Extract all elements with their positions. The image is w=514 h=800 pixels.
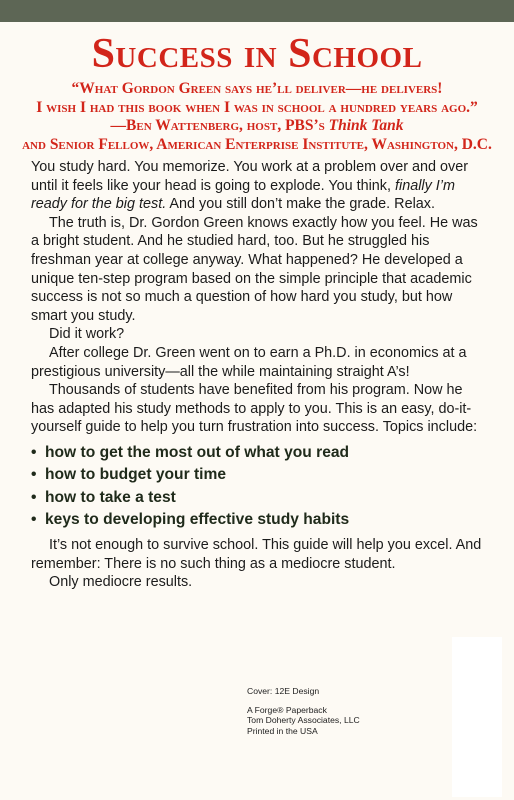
- quote-attribution: [0, 117, 514, 136]
- attribution-text: —Ben Wattenberg, host, PBS’s: [110, 117, 329, 134]
- show-name: Think Tank: [328, 117, 404, 134]
- list-item: [31, 464, 489, 487]
- topic-text: how to get the most out of what you read: [45, 443, 350, 461]
- paragraph-program: Thousands of students have benefited from his program. Now he has adapted his study methods to apply to you. This is an easy, do-it-yourself guide to help you turn frustration into success. Topics include:: [31, 382, 478, 436]
- bullet-marker: •: [31, 443, 37, 461]
- publisher-line: Tom Doherty Associates, LLC: [247, 715, 360, 726]
- paragraph-truth: The truth is, Dr. Gordon Green knows exactly how you feel. He was a bright student. And he studied hard, too. But he struggled his freshman year at college anyway. What happened? He developed a unique ten-step program based on the simple principle that academic success is not so much a question of how hard you study, but how smart you study.: [31, 214, 478, 324]
- top-color-band: [0, 0, 514, 22]
- paragraph-after-college: After college Dr. Green went on to earn a Ph.D. in economics at a prestigious university—all the while maintaining straight A’s!: [31, 344, 467, 380]
- paragraph-final: Only mediocre results.: [49, 574, 193, 591]
- back-cover-copy: [31, 158, 489, 592]
- barcode-area: [452, 637, 502, 797]
- book-title: Success in School: [91, 31, 423, 77]
- quote-affiliation: and Senior Fellow, American Enterprise Institute, Washington, D.C.: [22, 135, 492, 153]
- topics-list: [31, 442, 489, 532]
- list-item: [31, 509, 489, 532]
- topic-text: how to budget your time: [45, 466, 227, 484]
- printed-line: Printed in the USA: [247, 725, 318, 736]
- paragraph-intro: [31, 158, 489, 214]
- intro-italic: finally I’m ready for the big test.: [31, 177, 455, 213]
- intro-text: You study hard. You memorize. You work at a problem over and over until it feels like your head is going to explode. You think,: [31, 159, 469, 194]
- publisher-credits: [247, 686, 360, 736]
- paragraph-question: Did it work?: [49, 326, 125, 343]
- bullet-marker: •: [31, 511, 37, 529]
- list-item: [31, 442, 489, 465]
- bullet-marker: •: [31, 488, 37, 506]
- topic-text: how to take a test: [45, 488, 176, 506]
- paragraph-closing: It’s not enough to survive school. This guide will help you excel. And remember: There is no such thing as a mediocre student.: [31, 536, 482, 572]
- list-item: [31, 487, 489, 510]
- topic-text: keys to developing effective study habits: [45, 511, 350, 529]
- cover-credit: Cover: 12E Design: [247, 686, 320, 696]
- imprint-line: A Forge® Paperback: [247, 704, 327, 715]
- intro-end: And you still don’t make the grade. Relax.: [166, 196, 435, 213]
- quote-line-2: I wish I had this book when I was in school a hundred years ago.”: [36, 98, 478, 116]
- credits-spacer: [247, 697, 360, 705]
- bullet-marker: •: [31, 466, 37, 484]
- endorsement-quote: [0, 80, 514, 154]
- quote-line-1: “What Gordon Green says he’ll deliver—he delivers!: [71, 80, 443, 97]
